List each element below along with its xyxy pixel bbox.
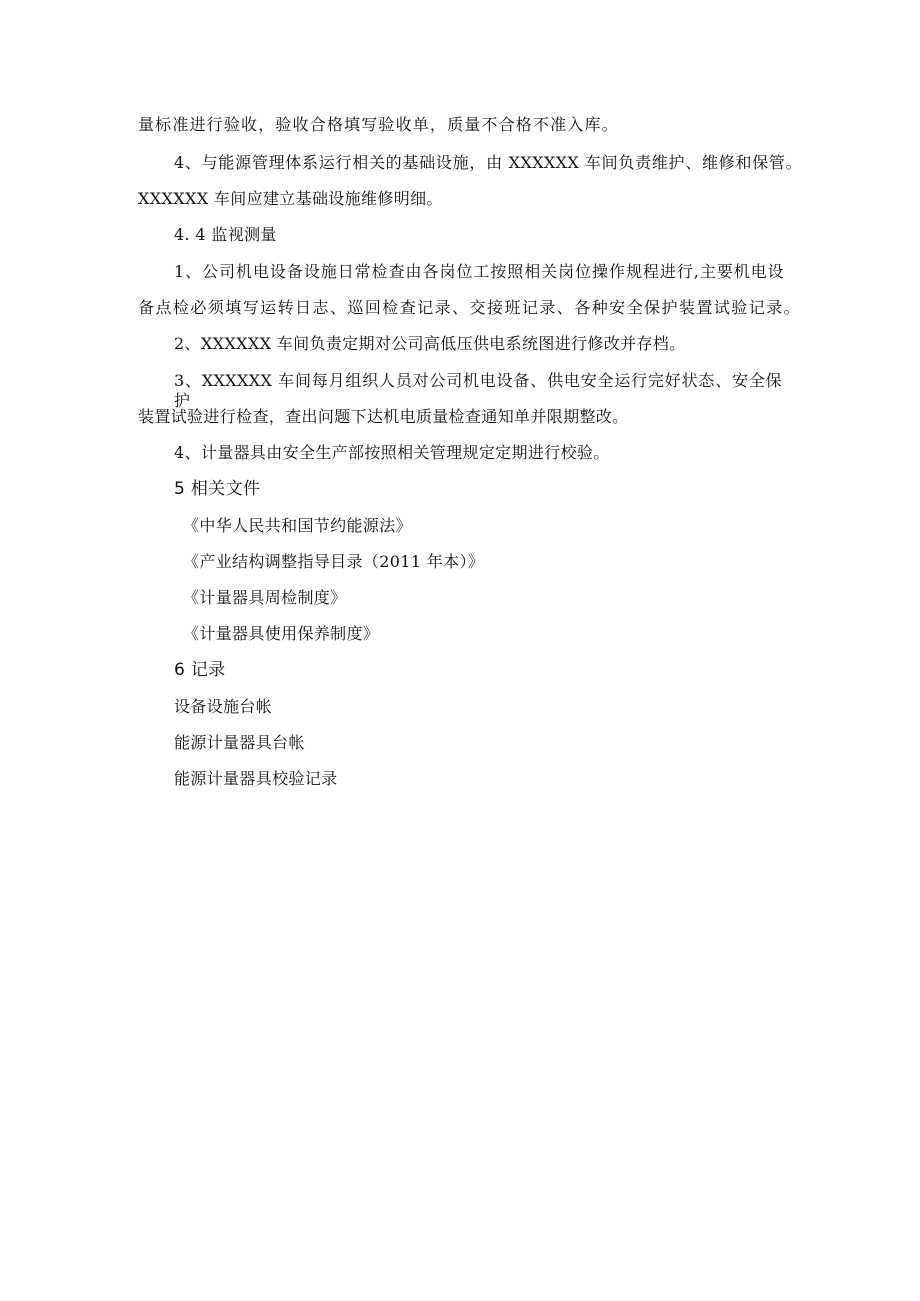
record-item: 设备设施台帐 (174, 697, 273, 716)
paragraph-line: 4、计量器具由安全生产部按照相关管理规定定期进行校验。 (174, 443, 610, 462)
related-document-item: 《中华人民共和国节约能源法》 (183, 516, 412, 535)
section-heading-4-4: 4. 4 监视测量 (174, 225, 277, 244)
record-item: 能源计量器具校验记录 (174, 769, 338, 788)
paragraph-line: 备点检必须填写运转日志、巡回检查记录、交接班记录、各种安全保护装置试验记录。 (138, 298, 800, 317)
section-heading-5: 5 相关文件 (174, 479, 261, 499)
related-document-item: 《计量器具使用保养制度》 (183, 624, 380, 643)
record-item: 能源计量器具台帐 (174, 733, 305, 752)
paragraph-line: 装置试验进行检查，查出问题下达机电质量检查通知单并限期整改。 (138, 407, 629, 426)
paragraph-line: 4、与能源管理体系运行相关的基础设施，由 XXXXXX 车间负责维护、维修和保管。 (174, 153, 802, 172)
paragraph-line: 2、XXXXXX 车间负责定期对公司高低压供电系统图进行修改并存档。 (174, 334, 686, 353)
paragraph-line: 量标准进行验收，验收合格填写验收单，质量不合格不准入库。 (138, 115, 618, 134)
paragraph-line: 1、公司机电设备设施日常检查由各岗位工按照相关岗位操作规程进行,主要机电设 (174, 262, 784, 281)
paragraph-line: 3、XXXXXX 车间每月组织人员对公司机电设备、供电安全运行完好状态、安全保护 (174, 371, 782, 410)
related-document-item: 《计量器具周检制度》 (183, 588, 347, 607)
paragraph-line: XXXXXX 车间应建立基础设施维修明细。 (138, 189, 443, 208)
related-document-item: 《产业结构调整指导目录（2011 年本）》 (183, 552, 485, 571)
section-heading-6: 6 记录 (174, 660, 226, 680)
